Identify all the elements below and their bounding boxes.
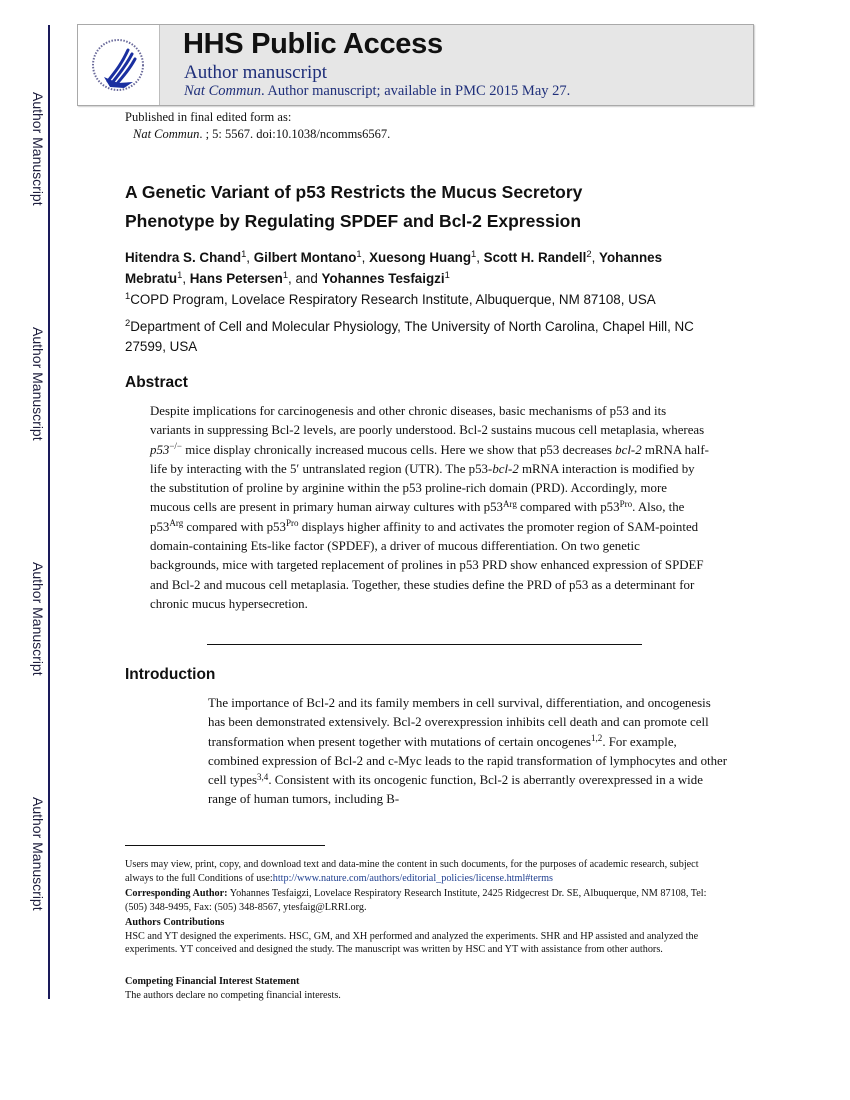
abstract-body	[150, 402, 710, 614]
gene-italic: p53	[150, 442, 170, 457]
intro-text: The importance of Bcl-2 and its family members in cell survival, differentiation, and oncogenesis has been demonstrated extensively. Bcl-2 overexpression inhibits cell death and can promote cell transformation when present together with mutations of certain oncogenes	[208, 696, 711, 749]
author-separator: ,	[361, 250, 370, 265]
article-title	[125, 178, 725, 236]
variant-sup: Arg	[502, 498, 517, 509]
journal-name: Nat Commun	[133, 127, 200, 141]
abstract-text: compared with p53	[183, 519, 286, 534]
author-separator: , and	[288, 271, 322, 286]
corresponding-text: Yohannes Tesfaigzi, Lovelace Respiratory Research Institute, 2425 Ridgecrest Dr. SE, Albuquerque, NM 87108, Tel: (505) 348-9495, Fax: (505) 348-8567, ytesfaig@LRRI.org.	[125, 888, 707, 913]
intro-text: . For example, combined expression of Bcl-2 and c-Myc leads to the rapid transformation of lymphocytes and other cell types	[208, 734, 728, 788]
published-citation	[133, 127, 390, 142]
license-footnote	[125, 858, 725, 885]
abstract-text: mRNA half-life by interacting with the 5′ untranslated region (UTR). The p53-	[150, 442, 709, 476]
hhs-eagle-logo-icon	[78, 25, 159, 105]
hhs-public-access-banner	[77, 24, 754, 106]
author-name: Gilbert Montano	[253, 250, 357, 265]
introduction-heading: Introduction	[125, 666, 216, 683]
license-link[interactable]: http://www.nature.com/authors/editorial_policies/license.html#terms	[272, 872, 553, 884]
variant-sup: Pro	[619, 498, 633, 509]
variant-sup: Pro	[285, 518, 299, 529]
published-label: Published in final edited form as:	[125, 110, 292, 124]
author-list	[125, 247, 725, 289]
competing-label: Competing Financial Interest Statement	[125, 976, 300, 987]
affiliation-ref: 1	[356, 249, 362, 260]
author-name: Xuesong Huang	[369, 250, 471, 265]
contributions-text: HSC and YT designed the experiments. HSC, GM, and XH performed and analyzed the experiments. SHR and HP assisted and analyzed the experiments. YT conceived and designed the study. The manuscript was written by HSC and YT with assistance from other authors.	[125, 930, 699, 955]
abstract-text: compared with p53	[516, 500, 620, 515]
journal-name: Nat Commun	[184, 83, 261, 99]
abstract-text: mRNA interaction is modified by the substitution of proline by arginine within the p53 proline-rich domain (PRD). Accordingly, more mucous cells are present in primary human airway cultures with p53	[150, 461, 695, 515]
affiliation-ref: 1	[241, 249, 247, 260]
footnote-divider	[125, 845, 325, 846]
contributions-footnote	[125, 916, 725, 957]
author-name: Hans Petersen	[189, 271, 283, 286]
abstract-heading: Abstract	[125, 374, 188, 391]
author-separator: ,	[182, 271, 190, 286]
title-line-2: Phenotype by Regulating SPDEF and Bcl-2 Expression	[125, 211, 582, 231]
affiliation-ref: 1	[471, 249, 477, 260]
affiliation-2	[125, 317, 725, 357]
competing-interest-footnote	[125, 975, 725, 1002]
title-line-1: A Genetic Variant of p53 Restricts the Mucus Secretory	[125, 182, 583, 202]
introduction-body	[208, 694, 728, 810]
affiliation-1	[125, 290, 725, 310]
abstract-divider	[207, 644, 642, 645]
affiliation-number: 1	[125, 291, 131, 302]
author-name: Yohannes Tesfaigzi	[321, 271, 445, 286]
abstract-text: . Also, the p53	[150, 500, 685, 534]
contributions-label: Authors Contributions	[125, 917, 225, 928]
side-label-author-manuscript: Author Manuscript	[30, 562, 46, 676]
affiliation-ref: 1	[444, 270, 450, 281]
gene-italic: bcl-2	[492, 461, 519, 476]
citation-ref[interactable]: 3,4	[257, 771, 269, 782]
corresponding-author-footnote	[125, 887, 725, 914]
doi-text: . ; 5: 5567. doi:10.1038/ncomms6567.	[199, 127, 391, 141]
banner-subtitle: Author manuscript	[184, 62, 328, 83]
intro-text: . Consistent with its oncogenic function, Bcl-2 is aberrantly overexpressed in a wide range of human tumors, including B-	[208, 773, 703, 807]
affiliation-text: COPD Program, Lovelace Respiratory Research Institute, Albuquerque, NM 87108, USA	[130, 292, 656, 307]
author-name: Hitendra S. Chand	[125, 250, 242, 265]
corresponding-label: Corresponding Author:	[125, 888, 228, 899]
affiliation-number: 2	[125, 318, 131, 329]
abstract-text: Despite implications for carcinogenesis and other chronic diseases, basic mechanisms of p53 and its variants in suppressing Bcl-2 levels, are poorly understood. Bcl-2 sustains mucous cell metaplasia, whereas	[150, 404, 705, 438]
abstract-text: mice display chronically increased mucous cells. Here we show that p53 decreases	[182, 442, 616, 457]
margin-rule	[48, 25, 50, 999]
affiliation-ref: 2	[586, 249, 592, 260]
affiliation-ref: 1	[177, 270, 183, 281]
abstract-text: displays higher affinity to and activates the promoter region of SAM-pointed domain-containing Ets-like factor (SPDEF), a driver of mucous differentiation. On two genetic backgrounds, mice with targeted replacement of prolines in p53 PRD show enhanced expression of SPDEF and Bcl-2 and mucous cell metaplasia. Together, these studies define the PRD of p53 as a determinant for chronic mucus hypersecretion.	[150, 519, 704, 611]
author-name: Scott H. Randell	[483, 250, 587, 265]
competing-text: The authors declare no competing financial interests.	[125, 989, 341, 1001]
genotype-sup: −/−	[169, 441, 183, 452]
author-separator: ,	[246, 250, 254, 265]
variant-sup: Arg	[169, 518, 184, 529]
side-label-author-manuscript: Author Manuscript	[30, 797, 46, 911]
license-text: Users may view, print, copy, and download text and data-mine the content in such documents, for the purposes of academic research, subject always to the full Conditions of use:	[125, 859, 699, 884]
author-separator: ,	[476, 250, 484, 265]
banner-citation	[184, 83, 570, 100]
author-separator: ,	[591, 250, 600, 265]
gene-italic: bcl-2	[615, 442, 642, 457]
side-label-author-manuscript: Author Manuscript	[30, 92, 46, 206]
affiliation-ref: 1	[282, 270, 289, 281]
affiliation-text: Department of Cell and Molecular Physiology, The University of North Carolina, Chapel Hill, NC 27599, USA	[125, 319, 694, 354]
hhs-logo-box	[78, 25, 160, 105]
author-name: Yohannes Mebratu	[125, 250, 663, 286]
availability-text: . Author manuscript; available in PMC 2015 May 27.	[260, 83, 571, 99]
banner-title: HHS Public Access	[183, 28, 443, 60]
citation-ref[interactable]: 1,2	[591, 733, 603, 744]
side-label-author-manuscript: Author Manuscript	[30, 327, 46, 441]
